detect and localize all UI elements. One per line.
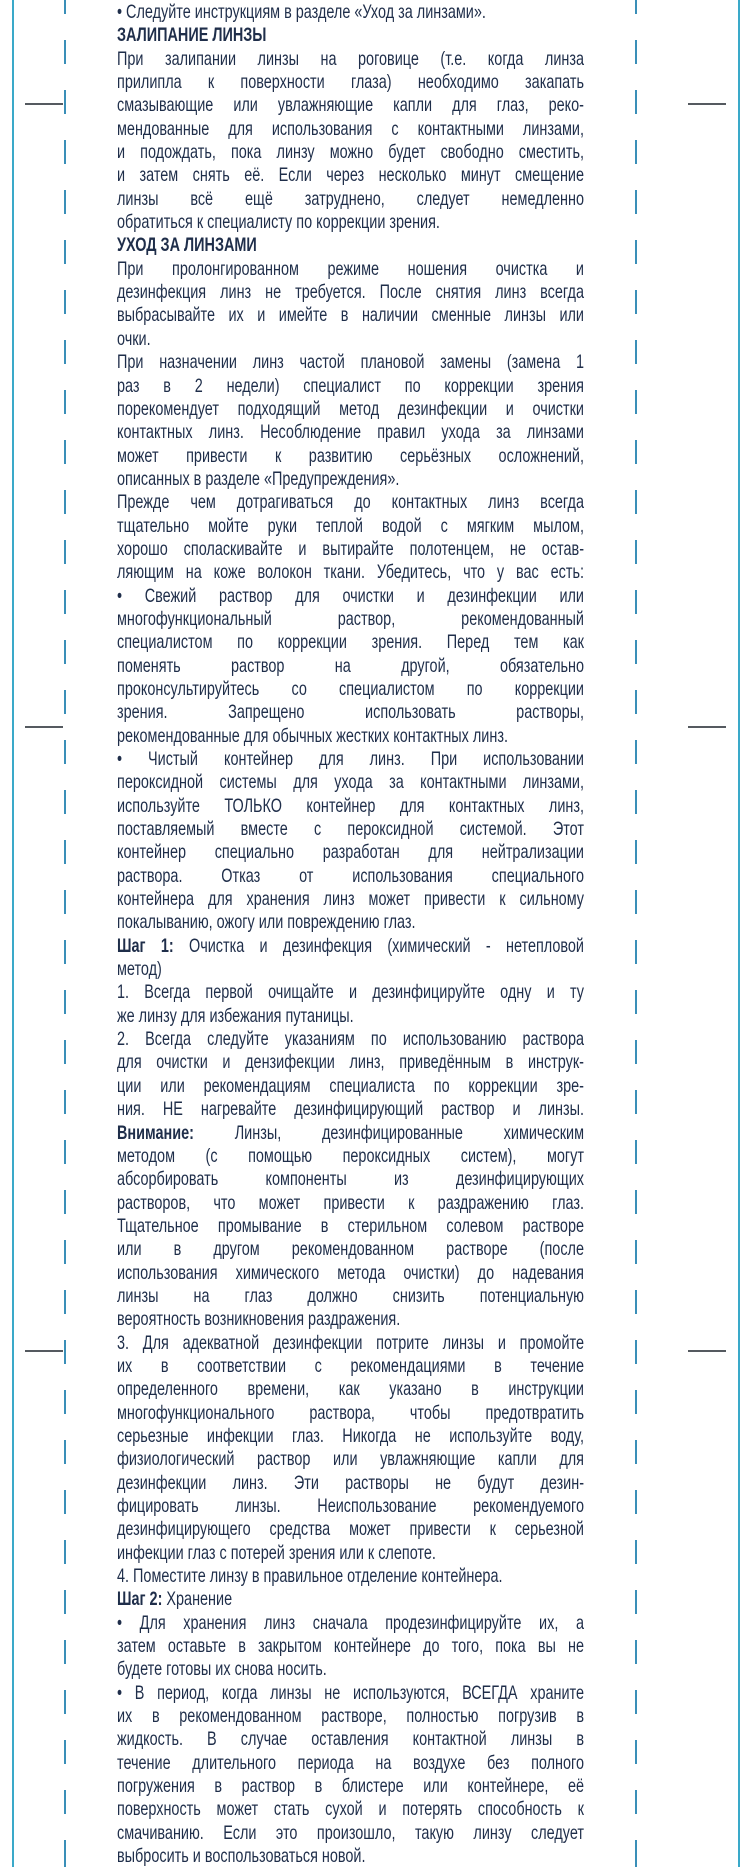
line-text: ния. НЕ нагревайте дезинфицирующий раствор и линзы.: [117, 1098, 584, 1121]
step-label: Внимание:: [117, 1121, 194, 1144]
text-line: [117, 1192, 584, 1215]
line-text: многофункциональный раствор, рекомендованный: [117, 607, 584, 630]
line-text: очки.: [117, 327, 151, 350]
line-text: специалистом по коррекции зрения. Перед тем как: [117, 631, 584, 654]
line-text: ЗАЛИПАНИЕ ЛИНЗЫ: [117, 24, 267, 47]
line-text: или в другом рекомендованном растворе (после: [117, 1238, 584, 1261]
text-line: [117, 304, 584, 327]
text-line: [117, 1448, 584, 1471]
text-line: [117, 1238, 584, 1261]
line-text: выбрасывайте их и имейте в наличии сменные линзы или: [117, 304, 584, 327]
text-line: [117, 1542, 584, 1565]
line-text: поставляемый вместе с пероксидной системой. Этот: [117, 818, 584, 841]
text-line: [117, 795, 584, 818]
crop-mark-right: [688, 726, 726, 728]
line-text: описанных в разделе «Предупреждения».: [117, 467, 400, 490]
text-line: [117, 491, 584, 514]
text-line: [117, 1658, 584, 1681]
line-text: Хранение: [162, 1588, 233, 1611]
line-text: дезинфицирующего средства может привести к серьезной: [117, 1518, 584, 1541]
text-line: [117, 1262, 584, 1285]
line-text: При пролонгированном режиме ношения очистка и: [117, 257, 584, 280]
text-line: [117, 48, 584, 71]
line-text: дезинфекции линз. Эти растворы не будут дезин-: [117, 1471, 584, 1494]
line-text: и затем снять её. Если через несколько минут смещение: [117, 164, 584, 187]
text-line: [117, 1425, 584, 1448]
line-text: фицировать линзы. Неиспользование рекомендуемого: [117, 1495, 584, 1517]
text-line: [117, 1028, 584, 1051]
text-line: [117, 1168, 584, 1191]
line-text: используйте ТОЛЬКО контейнер для контактных линз,: [117, 794, 584, 817]
line-text: При залипании линзы на роговице (т.е. когда линза: [117, 47, 584, 70]
text-line: [117, 468, 584, 491]
line-text: УХОД ЗА ЛИНЗАМИ: [117, 234, 257, 257]
line-text: течение длительного периода на воздухе без полного: [117, 1751, 584, 1774]
text-line: [117, 1285, 584, 1308]
line-text: жидкость. В случае оставления контактной линзы в: [117, 1728, 584, 1751]
line-text: При назначении линз частой плановой замены (замена 1: [117, 351, 584, 374]
line-text: поверхность может стать сухой и потерять способность к: [117, 1798, 584, 1821]
text-line: [117, 1705, 584, 1728]
text-line: [117, 958, 584, 981]
text-line: [117, 1378, 584, 1401]
line-text: определенного времени, как указано в инструкции: [117, 1378, 584, 1401]
crop-mark-left: [25, 1350, 63, 1352]
line-text: вероятность возникновения раздражения.: [117, 1308, 401, 1331]
text-line: [117, 981, 584, 1004]
text-line: [117, 1472, 584, 1495]
line-text: методом (с помощью пероксидных систем), могут: [117, 1144, 584, 1167]
line-text: линзы всё ещё затруднено, следует немедленно: [117, 187, 584, 210]
line-text: смачиванию. Если это произошло, такую линзу следует: [117, 1821, 584, 1844]
line-text: Тщательное промывание в стерильном солевом растворе: [117, 1214, 584, 1237]
text-line: [117, 678, 584, 701]
text-line: [117, 1098, 584, 1121]
text-line: [117, 1332, 584, 1355]
section-heading: [117, 24, 584, 47]
line-text: мендованные для использования с контактными линзами,: [117, 117, 584, 140]
text-line: [117, 608, 584, 631]
line-text: использования химического метода очистки) до надевания: [117, 1261, 584, 1284]
crop-mark-left: [25, 103, 63, 105]
line-text: поменять раствор на другой, обязательно: [117, 654, 584, 677]
text-line: [117, 1518, 584, 1541]
text-line: [117, 1635, 584, 1658]
line-text: • Следуйте инструкциям в разделе «Уход за линзами».: [117, 1, 486, 23]
text-line: [117, 1051, 584, 1074]
line-text: прилипла к поверхности глаза) необходимо закапать: [117, 71, 584, 94]
step-label: Шаг 2:: [117, 1588, 163, 1611]
line-text: зрения. Запрещено использовать растворы,: [117, 701, 584, 724]
line-text: пероксидной системы для ухода за контактными линзами,: [117, 771, 584, 794]
line-text: для очистки и дензифекции линз, приведённым в инструк-: [117, 1051, 584, 1074]
text-line: [117, 1355, 584, 1378]
fold-line-right: [635, 0, 637, 1867]
text-line: [117, 561, 584, 584]
text-line: [117, 1682, 584, 1705]
line-text: тщательно мойте руки теплой водой с мягким мылом,: [117, 514, 584, 537]
line-text: будете готовы их снова носить.: [117, 1658, 327, 1681]
section-heading: [117, 234, 584, 257]
line-text: многофункционального раствора, чтобы предотвратить: [117, 1401, 584, 1424]
text-line: [117, 1402, 584, 1425]
text-line: [117, 1798, 584, 1821]
text-line: [117, 1822, 584, 1845]
line-text: и подождать, пока линзу можно будет свободно сместить,: [117, 141, 584, 164]
page-border-left: [12, 0, 14, 1867]
line-text: Прежде чем дотрагиваться до контактных линз всегда: [117, 491, 584, 514]
line-text: • Для хранения линз сначала продезинфицируйте их, а: [117, 1611, 584, 1634]
text-line: [117, 655, 584, 678]
text-line: [117, 211, 584, 234]
line-text: же линзу для избежания путаницы.: [117, 1004, 354, 1027]
line-text: растворов, что может привести к раздражению глаз.: [117, 1191, 584, 1214]
text-line: [117, 888, 584, 911]
line-text: Линзы, дезинфицированные химическим: [193, 1121, 584, 1144]
line-text: покалыванию, ожогу или повреждению глаз.: [117, 911, 416, 934]
text-line: [117, 585, 584, 608]
text-line: [117, 1122, 584, 1145]
text-line: [117, 771, 584, 794]
text-line: [117, 1845, 584, 1868]
line-text: 2. Всегда следуйте указаниям по использованию раствора: [117, 1028, 584, 1051]
crop-mark-left: [25, 726, 63, 728]
line-text: хорошо споласкивайте и вытирайте полотенцем, не остав-: [117, 537, 584, 560]
line-text: затем оставьте в закрытом контейнере до того, пока вы не: [117, 1635, 584, 1658]
line-text: линзы на глаз должно снизить потенциальную: [117, 1284, 584, 1307]
text-line: [117, 421, 584, 444]
line-text: ции или рекомендациям специалиста по коррекции зре-: [117, 1074, 584, 1097]
line-text: дезинфекция линз не требуется. После снятия линз всегда: [117, 281, 584, 304]
line-text: Очистка и дезинфекция (химический - нетепловой: [173, 934, 584, 957]
text-line: [117, 725, 584, 748]
text-line: [117, 328, 584, 351]
text-line: [117, 281, 584, 304]
text-line: [117, 1612, 584, 1635]
line-text: ляющим на коже волокон ткани. Убедитесь, что у вас есть:: [117, 561, 584, 584]
line-text: погружения в раствор в блистере или контейнере, её: [117, 1775, 584, 1798]
text-line: [117, 351, 584, 374]
line-text: смазывающие или увлажняющие капли для глаз, реко-: [117, 94, 584, 117]
line-text: обратиться к специалисту по коррекции зрения.: [117, 211, 440, 234]
line-text: проконсультируйтесь со специалистом по коррекции: [117, 677, 584, 700]
line-text: рекомендованные для обычных жестких контактных линз.: [117, 724, 508, 747]
line-text: раствора. Отказ от использования специального: [117, 864, 584, 887]
text-line: [117, 1005, 584, 1028]
line-text: порекомендует подходящий метод дезинфекции и очистки: [117, 397, 584, 420]
text-line: [117, 258, 584, 281]
text-line: [117, 1588, 584, 1611]
line-text: 3. Для адекватной дезинфекции потрите линзы и промойте: [117, 1331, 584, 1354]
crop-mark-right: [688, 1350, 726, 1352]
line-text: контейнера для хранения линз может привести к сильному: [117, 888, 584, 911]
text-line: [117, 841, 584, 864]
line-text: метод): [117, 958, 162, 981]
text-line: [117, 538, 584, 561]
text-line: [117, 188, 584, 211]
text-line: [117, 1752, 584, 1775]
step-label: Шаг 1:: [117, 934, 174, 957]
text-line: [117, 1775, 584, 1798]
text-line: [117, 375, 584, 398]
line-text: 1. Всегда первой очищайте и дезинфицируйте одну и ту: [117, 981, 584, 1004]
text-line: [117, 935, 584, 958]
text-line: [117, 701, 584, 724]
line-text: инфекции глаз с потерей зрения или к слепоте.: [117, 1541, 436, 1564]
text-line: [117, 911, 584, 934]
line-text: физиологический раствор или увлажняющие капли для: [117, 1448, 584, 1471]
text-line: [117, 118, 584, 141]
text-line: [117, 1145, 584, 1168]
line-text: их в соответствии с рекомендациями в течение: [117, 1354, 584, 1377]
line-text: раз в 2 недели) специалист по коррекции зрения: [117, 374, 584, 397]
text-line: [117, 515, 584, 538]
text-line: [117, 1565, 584, 1588]
line-text: их в рекомендованном растворе, полностью погрузив в: [117, 1705, 584, 1728]
line-text: контейнер специально разработан для нейтрализации: [117, 841, 584, 864]
text-line: [117, 1495, 584, 1518]
text-line: [117, 1075, 584, 1098]
text-line: [117, 1728, 584, 1751]
line-text: • Свежий раствор для очистки и дезинфекции или: [117, 584, 584, 607]
page-border-right: [738, 0, 740, 1867]
line-text: • В период, когда линзы не используются, ВСЕГДА храните: [117, 1681, 584, 1704]
text-line: [117, 71, 584, 94]
text-line: [117, 445, 584, 468]
text-line: [117, 818, 584, 841]
line-text: может привести к развитию серьёзных осложнений,: [117, 444, 584, 467]
line-text: контактных линз. Несоблюдение правил ухода за линзами: [117, 421, 584, 444]
fold-line-left: [64, 0, 66, 1867]
text-line: [117, 631, 584, 654]
text-line: [117, 1308, 584, 1331]
line-text: абсорбировать компоненты из дезинфицирующих: [117, 1168, 584, 1191]
instruction-text-column: [117, 1, 584, 1869]
text-line: [117, 164, 584, 187]
text-line: [117, 748, 584, 771]
text-line: [117, 1215, 584, 1238]
text-line: [117, 141, 584, 164]
text-line: [117, 1, 584, 24]
line-text: 4. Поместите линзу в правильное отделение контейнера.: [117, 1565, 503, 1588]
line-text: выбросить и воспользоваться новой.: [117, 1845, 366, 1868]
line-text: • Чистый контейнер для линз. При использовании: [117, 748, 584, 770]
crop-mark-right: [688, 103, 726, 105]
line-text: серьезные инфекции глаз. Никогда не используйте воду,: [117, 1424, 584, 1447]
text-line: [117, 94, 584, 117]
text-line: [117, 398, 584, 421]
text-line: [117, 865, 584, 888]
